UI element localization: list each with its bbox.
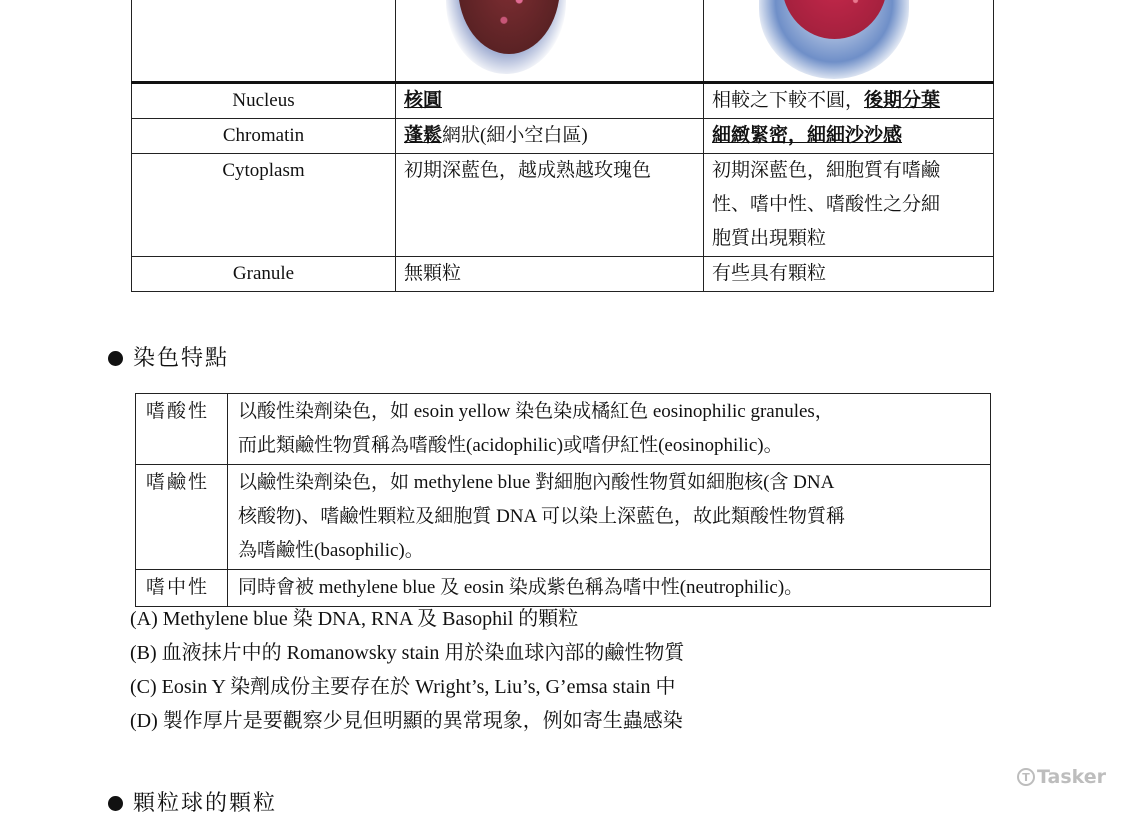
- row-description: [228, 570, 991, 607]
- row-label: Granule: [132, 257, 396, 292]
- watermark-text: Tasker: [1037, 766, 1107, 788]
- cell-text: 初期深藍色，越成熟越玫瑰色: [404, 160, 652, 181]
- row-description: [228, 465, 991, 570]
- description-line: 為嗜鹼性(basophilic)。: [238, 540, 424, 561]
- section-heading: [108, 343, 229, 373]
- cell-text: 相較之下較不圓，: [712, 90, 865, 111]
- table-row-neutrophilic: [136, 570, 991, 607]
- cytoplasm-col2: [704, 154, 994, 257]
- emphasis-text: 後期分葉: [864, 90, 941, 111]
- table-row-chromatin: [132, 119, 994, 154]
- cell-text: 有些具有顆粒: [712, 263, 827, 284]
- image-cell-immature: [396, 0, 704, 83]
- row-label: Nucleus: [132, 83, 396, 119]
- empty-header-cell: [132, 0, 396, 83]
- chromatin-col1: [396, 119, 704, 154]
- cell-line: 胞質出現顆粒: [712, 228, 827, 249]
- row-description: [228, 394, 991, 465]
- next-section-heading-text: 顆粒球的顆粒: [133, 790, 278, 815]
- granule-col2: [704, 257, 994, 292]
- description-line: 而此類鹼性物質稱為嗜酸性(acidophilic)或嗜伊紅性(eosinophilic)。: [238, 435, 783, 456]
- description-line: 同時會被 methylene blue 及 eosin 染成紫色稱為嗜中性(neutrophilic)。: [238, 577, 804, 598]
- image-cell-mature: [704, 0, 994, 83]
- option-a: (A) Methylene blue 染 DNA, RNA 及 Basophil 的顆粒: [130, 608, 579, 630]
- table-row-nucleus: [132, 83, 994, 119]
- cell-comparison-table: [131, 0, 994, 292]
- table-row-basophilic: [136, 465, 991, 570]
- table-row-granule: [132, 257, 994, 292]
- bullet-icon: [108, 796, 123, 811]
- emphasis-text: 細緻緊密，細細沙沙感: [712, 125, 903, 146]
- row-label: Chromatin: [132, 119, 396, 154]
- tasker-watermark: [1017, 766, 1106, 788]
- description-line: 以酸性染劑染色，如 esoin yellow 染色染成橘紅色 eosinophilic granules，: [238, 401, 834, 422]
- row-label: Cytoplasm: [132, 154, 396, 257]
- emphasis-text: 核圓: [404, 90, 443, 111]
- table-row-acidophilic: [136, 394, 991, 465]
- nucleus-col2: [704, 83, 994, 119]
- tasker-logo-icon: T: [1017, 768, 1035, 786]
- bullet-icon: [108, 351, 123, 366]
- row-key: 嗜酸性: [136, 394, 228, 465]
- emphasis-text: 蓬鬆: [404, 125, 443, 146]
- section-heading-text: 染色特點: [133, 345, 230, 370]
- cytoplasm-col1: [396, 154, 704, 257]
- granule-col1: [396, 257, 704, 292]
- description-line: 以鹼性染劑染色，如 methylene blue 對細胞內酸性物質如細胞核(含 DNA: [238, 472, 835, 493]
- staining-table: [135, 393, 991, 607]
- chromatin-col2: [704, 119, 994, 154]
- row-key: 嗜中性: [136, 570, 228, 607]
- option-b: (B) 血液抹片中的 Romanowsky stain 用於染血球內部的鹼性物質: [130, 642, 685, 664]
- row-key: 嗜鹼性: [136, 465, 228, 570]
- nucleus-col1: [396, 83, 704, 119]
- table-row-cytoplasm: [132, 154, 994, 257]
- description-line: 核酸物)、嗜鹼性顆粒及細胞質 DNA 可以染上深藍色，故此類酸性物質稱: [238, 506, 845, 527]
- cell-text: 無顆粒: [404, 263, 462, 284]
- cell-line: 初期深藍色，細胞質有嗜鹼: [712, 160, 941, 181]
- image-row: [132, 0, 994, 83]
- cell-line: 性、嗜中性、嗜酸性之分細: [712, 194, 941, 215]
- option-c: (C) Eosin Y 染劑成份主要存在於 Wright’s, Liu’s, G’emsa stain 中: [130, 676, 676, 698]
- option-d: (D) 製作厚片是要觀察少見但明顯的異常現象，例如寄生蟲感染: [130, 710, 683, 732]
- next-section-heading: [108, 788, 277, 818]
- cell-text: 網狀(細小空白區): [442, 125, 588, 146]
